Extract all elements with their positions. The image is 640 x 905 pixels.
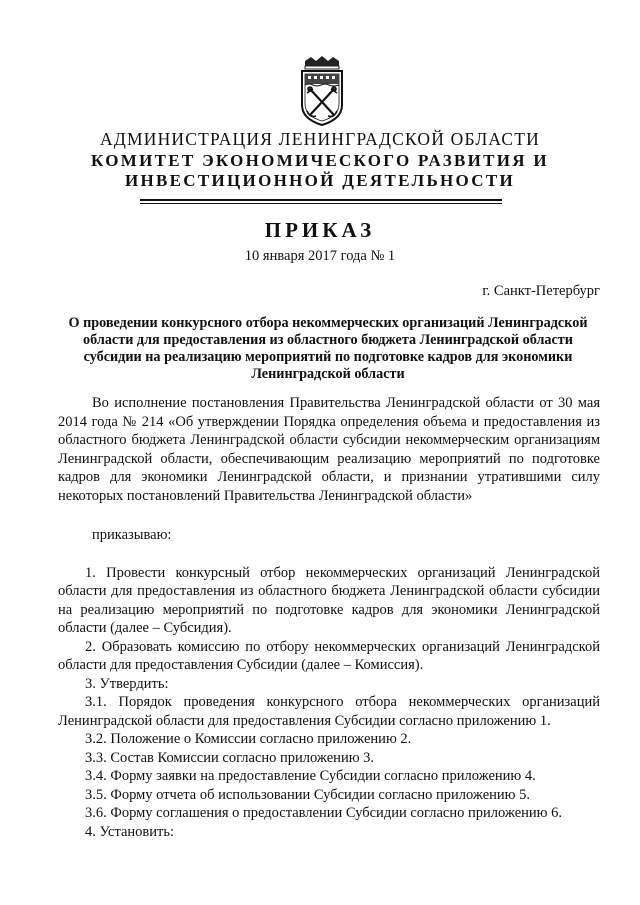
- order-item-3-3: 3.3. Состав Комиссии согласно приложению 3.: [85, 749, 375, 766]
- order-item-3-5: 3.5. Форму отчета об использовании Субсидии согласно приложению 5.: [85, 786, 530, 803]
- document-title: ПРИКАЗ: [264, 218, 376, 242]
- order-item-2: 2. Образовать комиссию по отбору некоммерческих организаций Ленинградской области для предоставления Субсидии (далее – Комиссия).: [58, 638, 600, 673]
- document-subject: О проведении конкурсного отбора некоммерческих организаций Ленинградской области для предоставления из областного бюджета Ленинградской области субсидии на реализацию мероприятий по подготовке кадров для экономики Ленинградской области: [68, 315, 588, 382]
- document-body: [58, 394, 600, 841]
- header-divider-thick: [140, 199, 502, 201]
- order-item-3-6: 3.6. Форму соглашения о предоставлении Субсидии согласно приложению 6.: [85, 805, 562, 821]
- header-divider-thin: [140, 203, 502, 204]
- order-item-3-2: 3.2. Положение о Комиссии согласно приложению 2.: [85, 731, 412, 747]
- order-item-4: 4. Установить:: [85, 823, 175, 840]
- org-name-committee-cont: ИНВЕСТИЦИОННОЙ ДЕЯТЕЛЬНОСТИ: [124, 171, 516, 190]
- order-item-3-4: 3.4. Форму заявки на предоставление Субсидии согласно приложению 4.: [85, 768, 536, 784]
- order-item-3: 3. Утвердить:: [85, 675, 169, 692]
- document-city: г. Санкт-Петербург: [482, 283, 600, 299]
- org-name-administration: АДМИНИСТРАЦИЯ ЛЕНИНГРАДСКОЙ ОБЛАСТИ: [100, 129, 540, 149]
- preamble-paragraph: Во исполнение постановления Правительства Ленинградской области от 30 мая 2014 года № 214 «Об утверждении Порядка определения объема и предоставления из областного бюджета Ленинградской области субсидии некоммерческим организациям Ленинградской области, обеспечивающим реализацию мероприятий по подготовке кадров для экономики Ленинградской области, и признании утратившими силу некоторых постановлений Правительства Ленинградской области»: [58, 395, 600, 504]
- document-date-number: 10 января 2017 года № 1: [244, 248, 396, 264]
- coat-of-arms-icon: [297, 55, 347, 127]
- org-name-committee: КОМИТЕТ ЭКОНОМИЧЕСКОГО РАЗВИТИЯ И: [91, 151, 549, 170]
- order-word: приказываю:: [92, 527, 172, 543]
- order-item-3-1: 3.1. Порядок проведения конкурсного отбора некоммерческих организаций Ленинградской области для предоставления Субсидии согласно приложению 1.: [58, 694, 600, 729]
- order-item-1: 1. Провести конкурсный отбор некоммерческих организаций Ленинградской области для предоставления из областного бюджета Ленинградской области субсидии на реализацию мероприятий по подготовке кадров для экономики Ленинградской области (далее – Субсидия).: [58, 564, 600, 636]
